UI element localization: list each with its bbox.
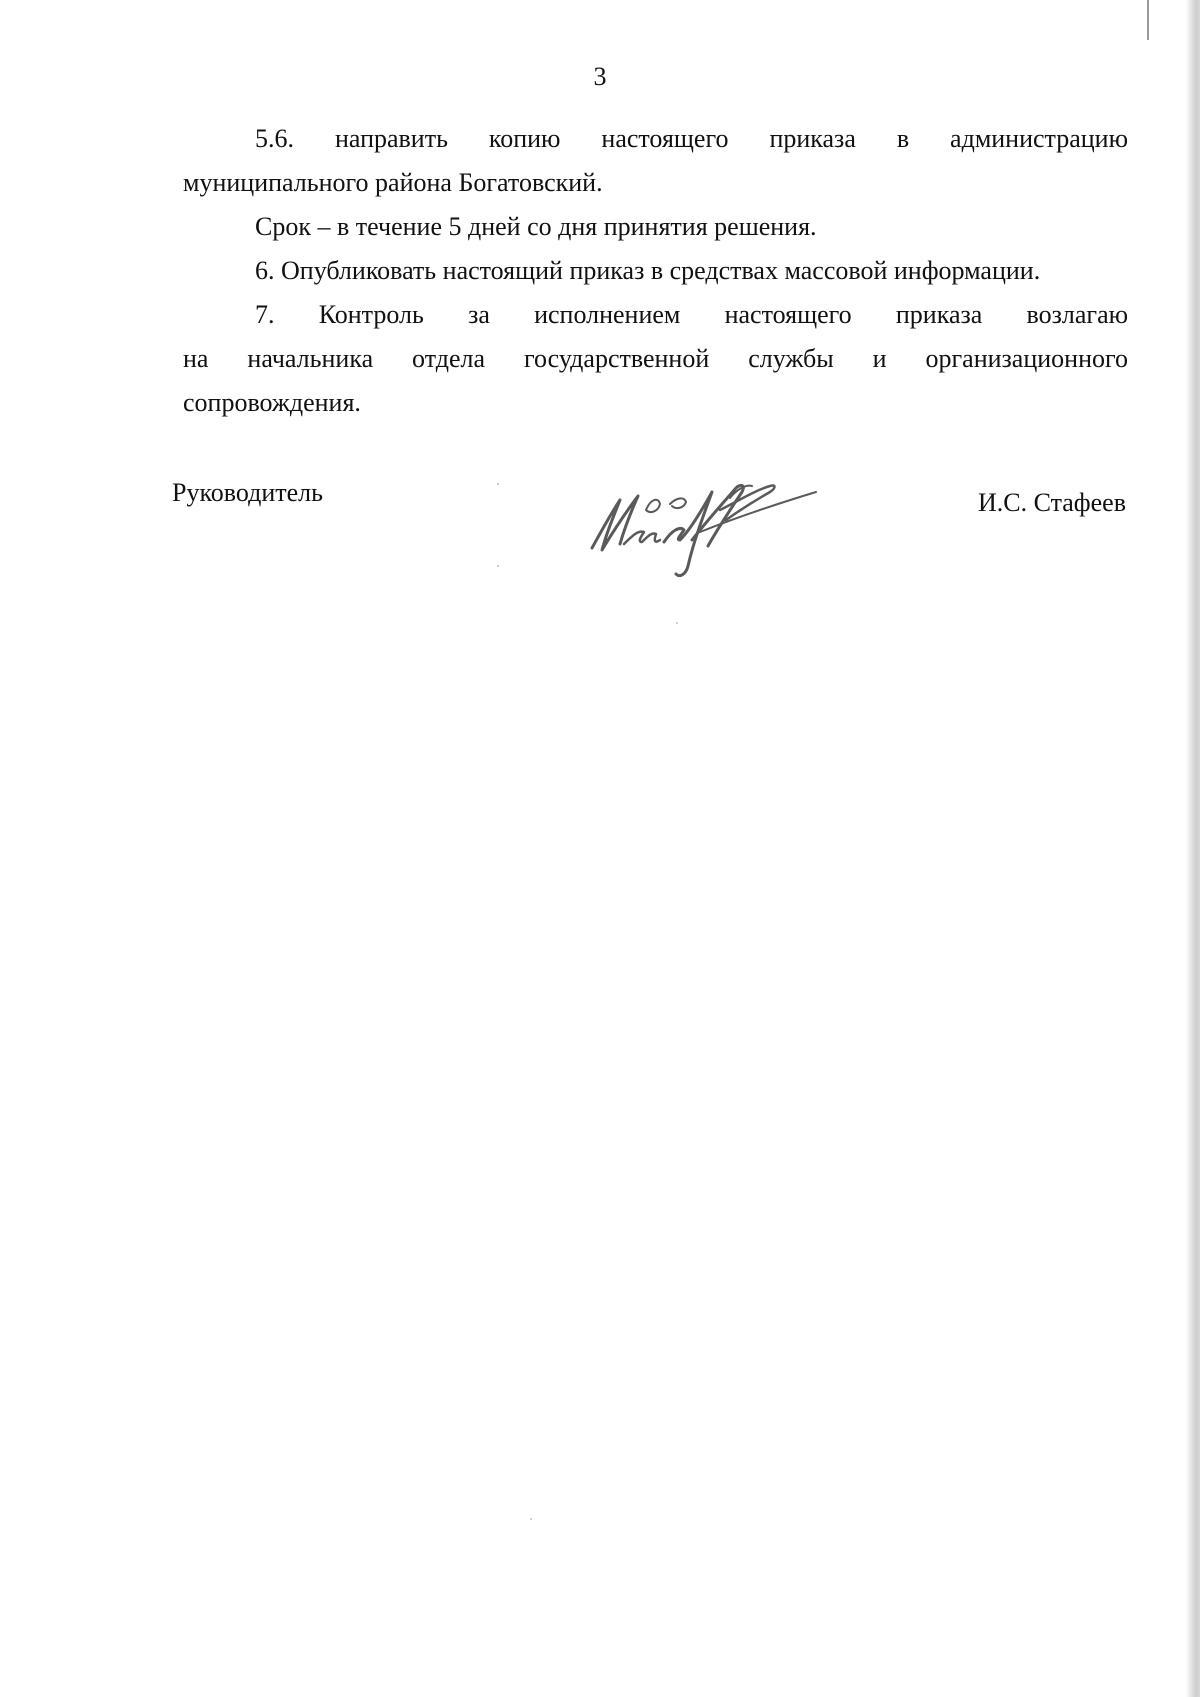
word: службы xyxy=(748,344,834,373)
word: исполнением xyxy=(534,300,681,329)
document-body xyxy=(183,117,1128,425)
word: за xyxy=(468,300,490,329)
word: начальника xyxy=(247,344,374,373)
paragraph-7 xyxy=(183,293,1128,425)
paragraph-5-6-line-2: муниципального района Богатовский. xyxy=(183,168,603,197)
word: администрацию xyxy=(950,124,1129,153)
scan-edge-shadow xyxy=(1186,0,1200,1697)
scan-speck xyxy=(497,483,499,485)
word: приказа xyxy=(769,124,856,153)
word: и xyxy=(872,344,887,373)
scan-speck xyxy=(676,622,678,624)
scan-speck xyxy=(497,565,499,567)
signatory-name: И.С. Стафеев xyxy=(977,488,1126,517)
word: приказа xyxy=(895,300,983,329)
handwritten-signature xyxy=(580,470,860,580)
word: копию xyxy=(488,124,561,153)
word: отдела xyxy=(412,344,486,373)
word: 5.6. xyxy=(255,124,294,153)
page-number: 3 xyxy=(593,62,607,91)
word: возлагаю xyxy=(1026,300,1129,329)
word: организационного xyxy=(925,344,1129,373)
paragraph-7-line-2 xyxy=(183,337,1128,381)
word: 7. Контроль xyxy=(255,300,424,329)
paragraph-5-6 xyxy=(183,117,1128,205)
word: в xyxy=(896,124,910,153)
word: направить xyxy=(334,124,448,153)
word: настоящего xyxy=(724,300,852,329)
word: государственной xyxy=(523,344,710,373)
signature-block xyxy=(0,470,1200,590)
scan-speck xyxy=(530,1518,532,1520)
word: настоящего xyxy=(601,124,729,153)
deadline-paragraph: Срок – в течение 5 дней со дня принятия решения. xyxy=(255,212,817,241)
paragraph-7-line-1 xyxy=(183,293,1128,337)
paragraph-7-line-3: сопровождения. xyxy=(183,388,361,417)
signatory-position: Руководитель xyxy=(172,478,323,507)
paragraph-6: 6. Опубликовать настоящий приказ в средствах массовой информации. xyxy=(255,256,1041,285)
paragraph-5-6-line-1 xyxy=(183,117,1128,161)
word: на xyxy=(183,344,209,373)
scan-edge-mark xyxy=(1147,0,1149,40)
